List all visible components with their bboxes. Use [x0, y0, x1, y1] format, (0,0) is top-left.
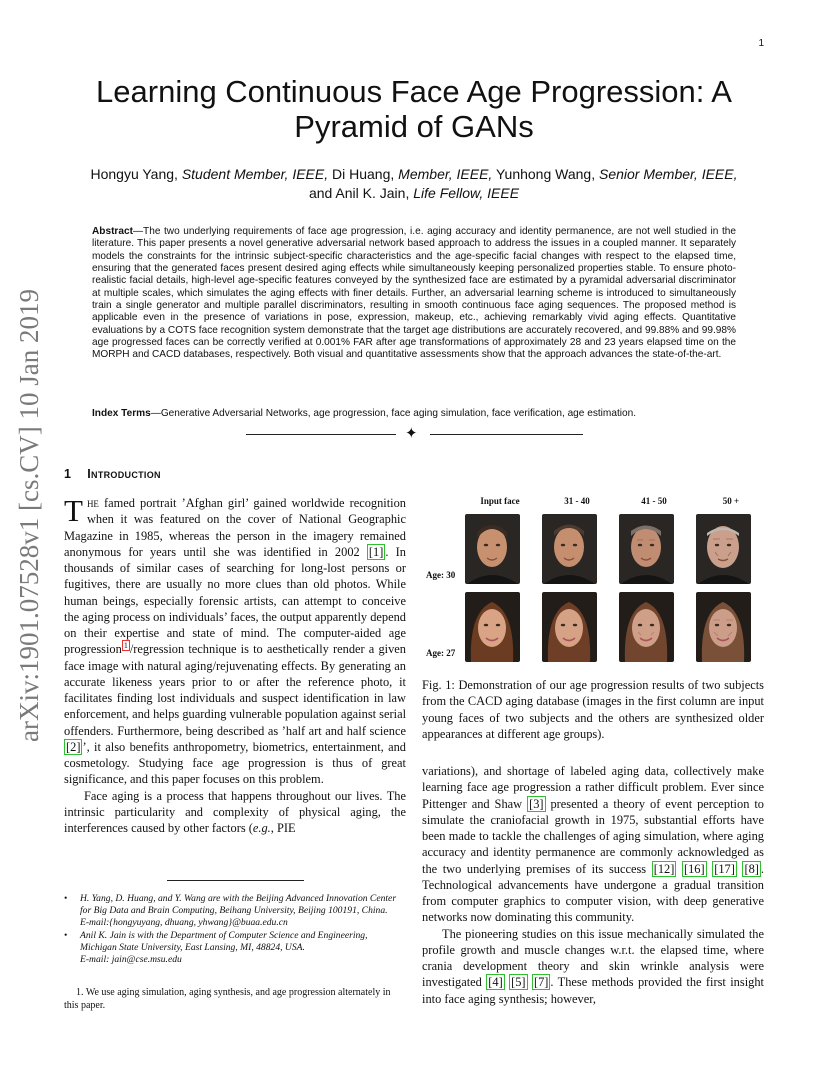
face-image [542, 592, 597, 662]
face-image [619, 514, 674, 584]
citation-link[interactable]: [2] [66, 739, 81, 754]
bullet: • [64, 893, 68, 904]
index-terms [92, 407, 736, 420]
figure-1 [422, 490, 764, 670]
citation-link[interactable]: [7] [533, 975, 549, 990]
figure-caption: Fig. 1: Demonstration of our age progression results of two subjects from the CACD aging database (images in the first column are input young faces of two subjects and the others are synthesized older appearances at different age groups). [422, 678, 764, 741]
footnote-email: E-mail: jain@cse.msu.edu [80, 954, 182, 966]
body-text: . Technological advancements have undergone a gradual transition from computer graphics to computer vision, with deep generative networks now dominating this community. [422, 861, 765, 925]
citation-link[interactable]: [17] [714, 861, 735, 876]
author-role: Member, IEEE, [398, 166, 493, 182]
body-text: . In thousands of similar cases of searching for long-lost persons or fugitives, there are usually no more clues than old photos. While human beings, especially forensic artists, can attempt to conceive the aging process on individuals’ faces, the output apparently depend on their expertise and state of mind. The computer-aided age progression [64, 544, 406, 657]
citation-link[interactable]: [3] [529, 796, 544, 811]
footnote-text: Anil K. Jain is with the Department of Computer Science and Engineering, Michigan State University, East Lansing, MI, 48824, USA. [80, 929, 368, 953]
body-text: Face aging is a process that happens throughout our lives. The intrinsic particularity and complexity of physical aging, the interferences caused by other factors ( [64, 788, 406, 835]
citation-link[interactable]: [8] [744, 861, 759, 876]
body-text: famed portrait ’Afghan girl’ gained worldwide recognition when it was featured on the cover of National Geographic Magazine in 1985, whereas the person in the imagery remained anonymous for years until she was identified in 2002 [64, 496, 406, 559]
author-role: Student Member, IEEE, [181, 166, 329, 182]
face-image [465, 592, 520, 662]
body-text: variations), and shortage of labeled aging data, collectively make learning face age progression a rather difficult problem. Ever since Pittenger and Shaw [422, 764, 764, 811]
body-text: presented a theory of event perception to simulate the craniofacial growth in 1975, substantial efforts have been made to tackle the challenges of aging simulation, where aging accuracy and identity permanence are commonly acknowledged as the two underlying premises of its success [422, 796, 764, 876]
abstract [92, 226, 736, 362]
body-text: , PIE [270, 821, 296, 835]
intro-right-column [422, 763, 764, 1007]
footnote-text: H. Yang, D. Huang, and Y. Wang are with the Beijing Advanced Innovation Center for Big Data and Brain Computing, Beihang University, Beijing 100191, China. [80, 893, 397, 917]
section-heading [64, 467, 161, 481]
age-label: Age: 30 [426, 570, 456, 580]
face-image [465, 514, 520, 584]
lead-word: he [86, 496, 99, 510]
author-role: Life Fellow, IEEE [413, 185, 520, 201]
body-text: /regression technique is to aesthetically render a given face image with natural aging/rejuvenating effects. By generating an accurate likeness years prior to or after the reference photo, it facilitates finding lost individuals and suspect identification in law enforcement, and helps guarding vulnerable population against serial offenders. Furthermore, being described as ’half art and half science [64, 642, 407, 738]
face-image [619, 592, 674, 662]
citation-link[interactable]: [16] [683, 861, 705, 876]
abstract-text: —The two underlying requirements of face age progression, i.e. aging accuracy and identity permanence, are not well studied in the literature. This paper presents a novel generative adversarial network based approach to address the issues in a coupled manner. It separately models the constraints for the intrinsic subject-specific characteristics and the age-specific facial changes with respect to the elapsed time, ensuring that the generated faces present desired aging effects while simultaneously keeping personalized properties stable. To ensure photo-realistic facial details, high-level age-specific features conveyed by the synthesized face are estimated by a pyramidal adversarial discriminator at multiple scales, which simulates the aging effects with finer details. Further, an adversarial learning scheme is introduced to simultaneously train a single generator and multiple parallel discriminators, resulting in smooth continuous face aging sequences. The proposed method is applicable even in the presence of variations in pose, expression, makeup, etc., achieving remarkably vivid aging effects. Quantitative evaluations by a COTS face recognition system demonstrate that the target age distributions are accurately recovered, and 99.88% and 99.98% age progressed faces can be correctly verified at 0.001% FAR after age transformations of approximately 28 and 23 years elapsed time on the MORPH and CACD databases, respectively. Both visual and quantitative assessments show that the approach advances the state-of-the-art. [92, 226, 736, 361]
bullet: • [64, 929, 68, 941]
right-paragraph-2 [422, 926, 764, 1007]
paper-title: Learning Continuous Face Age Progression: A Pyramid of GANs [96, 74, 732, 144]
section-number: 1 [64, 467, 72, 481]
arxiv-identifier: arXiv:1901.07528v1 [cs.CV] 10 Jan 2019 [14, 289, 44, 742]
face-image [696, 514, 751, 584]
face-image [542, 514, 597, 584]
abstract-label: Abstract [92, 226, 133, 237]
face-image [696, 592, 751, 662]
body-text: . These methods provided the first insight into face aging synthesis; however, [422, 975, 764, 1006]
intro-left-column [64, 495, 406, 836]
column-header: 50 + [722, 496, 740, 506]
footnote-item [64, 930, 406, 967]
column-header: 31 - 40 [564, 496, 590, 506]
divider-rule-left [246, 434, 396, 435]
divider-rule-right [430, 434, 583, 435]
divider-ornament: ✦ [405, 426, 418, 442]
footnote-1: 1. We use aging simulation, aging synthesis, and age progression alternately in this paper. [64, 987, 391, 1011]
footnote-link[interactable]: 1 [123, 641, 128, 651]
affiliation-footnotes [64, 893, 406, 966]
citation-link[interactable]: [1] [368, 544, 384, 559]
intro-paragraph-2 [64, 788, 406, 837]
page-number: 1 [758, 38, 764, 49]
author-name: Di Huang, [332, 166, 395, 182]
body-text-italic: e.g. [252, 821, 271, 835]
body-text: ’, it also benefits anthropometry, biometrics, entertainment, and cosmetology. Studying face age progression is thus of great significance, and this paper focuses on this problem. [64, 739, 406, 787]
body-text: The pioneering studies on this issue mechanically simulated the profile growth and muscle changes w.r.t. the elapsed time, where crania development theory and skin wrinkle analysis were investigated [422, 926, 764, 990]
footnote-item [64, 893, 406, 930]
citation-link[interactable]: [5] [511, 975, 526, 990]
author-name: and Anil K. Jain, [308, 185, 410, 201]
index-terms-label: Index Terms [92, 408, 151, 419]
author-name: Yunhong Wang, [495, 166, 596, 182]
index-terms-text: —Generative Adversarial Networks, age progression, face aging simulation, face verification, age estimation. [150, 408, 637, 419]
author-name: Hongyu Yang, [90, 166, 178, 182]
citation-link[interactable]: [12] [653, 861, 675, 876]
footnote-email: E-mail:{hongyuyang, dhuang, yhwang}@buaa.edu.cn [80, 917, 288, 929]
column-header: 41 - 50 [641, 496, 667, 506]
intro-paragraph-1 [64, 495, 406, 788]
footnote-rule [167, 880, 304, 881]
citation-link[interactable]: [4] [488, 975, 503, 990]
right-paragraph-1 [422, 763, 764, 926]
section-title: Introduction [87, 467, 161, 481]
author-list [60, 165, 768, 203]
drop-cap: T [64, 493, 83, 528]
column-header: Input face [480, 496, 520, 506]
author-role: Senior Member, IEEE, [598, 166, 738, 182]
age-label: Age: 27 [426, 648, 456, 658]
